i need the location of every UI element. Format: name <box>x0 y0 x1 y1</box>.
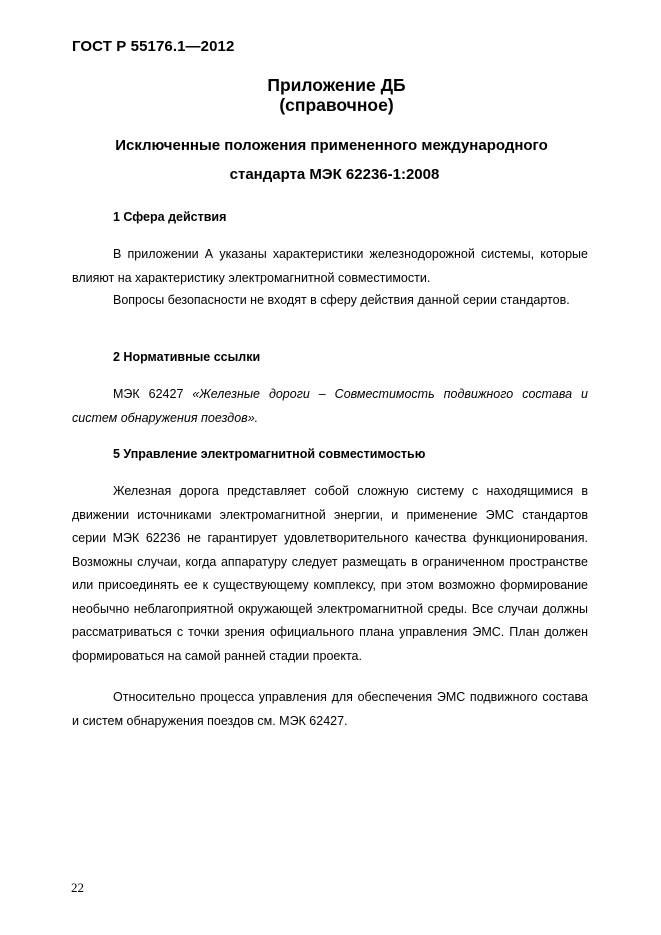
section-emc-paragraph-2: Относительно процесса управления для обеспечения ЭМС подвижного состава и систем обнаружения поездов см. МЭК 62427. <box>72 690 588 728</box>
reference-title: «Железные дороги – Совместимость подвижного состава и систем обнаружения поездов». <box>72 387 588 425</box>
appendix-title: Приложение ДБ <box>267 75 406 95</box>
standard-code-header: ГОСТ Р 55176.1—2012 <box>72 38 235 55</box>
section-heading-scope: 1 Сфера действия <box>113 210 227 224</box>
section-heading-normative-references: 2 Нормативные ссылки <box>113 350 261 364</box>
page-number: 22 <box>71 880 84 895</box>
section-heading-emc-management: 5 Управление электромагнитной совместимостью <box>113 447 426 461</box>
document-title-line-1: Исключенные положения примененного международного <box>115 137 548 154</box>
reference-code: МЭК 62427 <box>113 387 184 401</box>
normative-reference-entry <box>72 383 588 430</box>
appendix-subtitle: (справочное) <box>279 95 394 115</box>
section-scope-paragraph-2: Вопросы безопасности не входят в сферу действия данной серии стандартов. <box>113 293 570 307</box>
document-title-line-2: стандарта МЭК 62236-1:2008 <box>229 166 440 183</box>
section-scope-paragraph-1: В приложении А указаны характеристики железнодорожной системы, которые влияют на характеристику электромагнитной совместимости. <box>72 247 588 285</box>
section-emc-paragraph-1: Железная дорога представляет собой сложную систему с находящимися в движении источниками электромагнитной энергии, и применение ЭМС стандартов серии МЭК 62236 не гарантирует удовлетворительного качества функционирования. Возможны случаи, когда аппаратуру следует размещать в ограниченном пространстве или присоединять ее к существующему комплексу, при этом возможно формирование необычно неблагоприятной окружающей электромагнитной среды. Все случаи должны рассматриваться с точки зрения официального плана управления ЭМС. План должен формироваться на самой ранней стадии проекта. <box>72 484 588 663</box>
